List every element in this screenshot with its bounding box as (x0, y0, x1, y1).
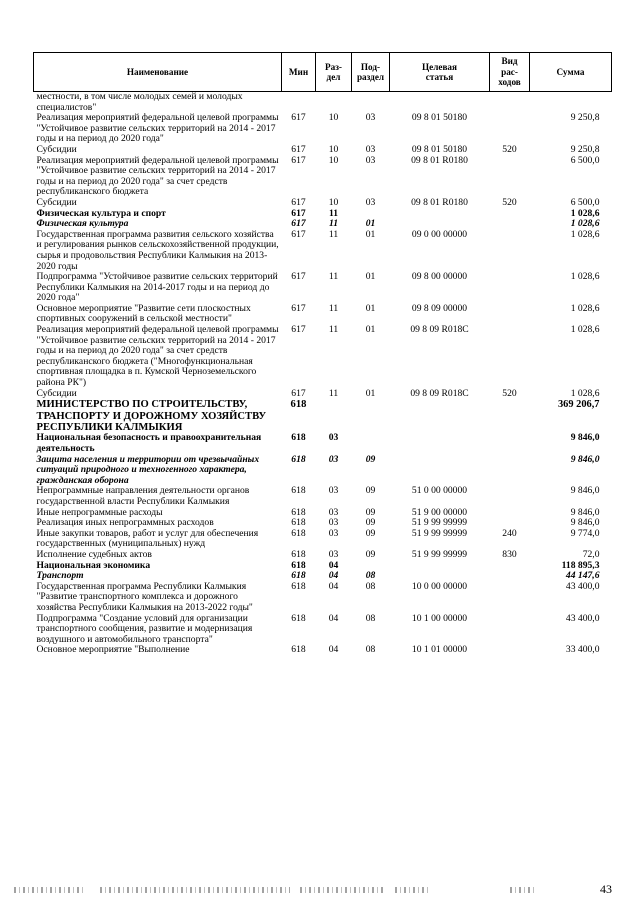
cell-name: Иные закупки товаров, работ и услуг для обеспечения государственных (муниципальных) нужд (36, 527, 259, 550)
header-ministry: Мин (282, 53, 316, 92)
header-subsection: Под- раздел (352, 53, 390, 92)
cell-target-article: 09 8 01 50180 (411, 112, 468, 124)
cell-ministry: 618 (291, 570, 306, 582)
cell-sum: 9 250,8 (570, 143, 600, 155)
cell-name: Субсидии (36, 387, 77, 399)
cell-subsection: 03 (365, 154, 376, 166)
cell-expense-type (490, 156, 530, 198)
cell-target-article (390, 561, 490, 572)
scan-noise (300, 887, 385, 893)
cell-name: Иные непрограммные расходы (36, 506, 163, 518)
table-header (34, 53, 612, 92)
cell-target-article (390, 433, 490, 454)
cell-section: 03 (328, 453, 339, 465)
cell-expense-type (490, 113, 530, 145)
cell-section: 04 (328, 644, 339, 656)
cell-section: 10 (328, 112, 339, 124)
cell-name: Государственная программа развития сельского хозяйства и регулирования рынков сельскохозяйственной продукции, сырья и продовольствия Республики Калмыкия на 2013-2020 годы (36, 228, 279, 272)
cell-name: Национальная экономика (36, 559, 151, 571)
cell-name: местности, в том числе молодых семей и молодых специалистов" (36, 91, 243, 113)
cell-section: 04 (328, 559, 339, 571)
cell-section: 11 (328, 302, 339, 314)
cell-target-article: 51 9 00 00000 (411, 506, 468, 518)
cell-subsection: 08 (365, 580, 376, 592)
cell-ministry: 618 (291, 485, 306, 497)
table-row (34, 113, 612, 145)
cell-ministry: 617 (291, 218, 306, 230)
cell-section: 04 (328, 612, 339, 624)
cell-subsection: 03 (365, 143, 376, 155)
cell-sum: 6 500,0 (570, 154, 600, 166)
cell-subsection: 01 (365, 324, 376, 336)
cell-expense-type (490, 219, 530, 230)
cell-section (316, 399, 352, 433)
cell-section: 11 (328, 228, 339, 240)
scan-noise (510, 887, 536, 893)
cell-name: Подпрограмма "Устойчивое развитие сельских территорий Республики Калмыкия на 2014-2017 годы и на период до 2020 года" (36, 271, 278, 304)
cell-name: Непрограммные направления деятельности органов государственной власти Республики Калмыкия (36, 485, 250, 507)
cell-expense-type (490, 571, 530, 582)
cell-expense-type (490, 272, 530, 304)
table-row (34, 389, 612, 400)
cell-name: Основное мероприятие "Выполнение (36, 644, 190, 656)
cell-name: Основное мероприятие "Развитие сети плоскостных спортивных сооружений в сельской местности" (36, 302, 251, 325)
cell-sum: 1 028,6 (570, 228, 600, 240)
cell-ministry: 617 (291, 324, 306, 336)
cell-ministry: 618 (291, 517, 306, 529)
cell-expense-type (490, 433, 530, 454)
cell-section: 03 (328, 506, 339, 518)
scan-noise (14, 887, 84, 893)
cell-section: 03 (328, 517, 339, 529)
cell-ministry: 617 (291, 112, 306, 124)
cell-sum: 33 400,0 (565, 644, 600, 656)
table-row (34, 156, 612, 198)
table-row (34, 304, 612, 325)
cell-expense-type (490, 399, 530, 433)
cell-section: 10 (328, 143, 339, 155)
cell-expense-type (490, 230, 530, 272)
cell-ministry: 618 (291, 580, 306, 592)
cell-ministry: 618 (291, 453, 306, 465)
cell-name: МИНИСТЕРСТВО ПО СТРОИТЕЛЬСТВУ, ТРАНСПОРТУ И ДОРОЖНОМУ ХОЗЯЙСТВУ РЕСПУБЛИКИ КАЛМЫКИЯ (36, 399, 267, 434)
cell-section: 11 (328, 218, 339, 230)
cell-expense-type (490, 614, 530, 646)
cell-ministry: 618 (291, 548, 306, 560)
table-row (34, 399, 612, 433)
cell-expense-type (490, 486, 530, 507)
cell-name: Реализация мероприятий федеральной целевой программы "Устойчивое развитие сельских территорий на 2014 - 2017 годы и на период до 2020 года" (36, 112, 279, 145)
cell-section: 11 (328, 324, 339, 336)
cell-target-article: 51 9 99 99999 (411, 548, 468, 560)
header-name: Наименование (34, 53, 282, 92)
cell-target-article: 09 8 00 00000 (411, 271, 468, 283)
cell-name: Реализация иных непрограммных расходов (36, 517, 214, 529)
cell-subsection: 01 (365, 387, 376, 399)
cell-ministry: 617 (291, 196, 306, 208)
table-row (34, 582, 612, 614)
cell-sum: 9 250,8 (570, 112, 600, 124)
cell-subsection: 03 (365, 112, 376, 124)
cell-ministry: 618 (291, 506, 306, 518)
cell-sum: 1 028,6 (570, 218, 600, 230)
page-footer (0, 872, 640, 905)
cell-subsection: 08 (365, 612, 376, 624)
cell-expense-type: 240 (502, 527, 517, 539)
scan-noise (395, 887, 431, 893)
cell-subsection (352, 92, 390, 114)
cell-subsection: 09 (365, 527, 376, 539)
cell-ministry: 618 (291, 612, 306, 624)
cell-name: Субсидии (36, 143, 77, 155)
cell-target-article: 51 9 99 99999 (411, 517, 468, 529)
cell-ministry: 617 (291, 154, 306, 166)
cell-subsection: 09 (365, 485, 376, 497)
table-row (34, 325, 612, 389)
cell-expense-type (490, 325, 530, 389)
cell-sum: 1 028,6 (570, 387, 600, 399)
header-target-article: Целевая статья (390, 53, 490, 92)
cell-target-article (390, 399, 490, 433)
table-row (34, 92, 612, 114)
cell-sum: 9 846,0 (570, 485, 600, 497)
scan-noise (100, 887, 290, 893)
cell-target-article: 09 8 09 R018C (410, 324, 469, 336)
table-row (34, 550, 612, 561)
table-row (34, 561, 612, 572)
cell-expense-type: 520 (502, 143, 517, 155)
cell-expense-type (490, 209, 530, 220)
cell-ministry: 617 (291, 143, 306, 155)
cell-target-article: 09 8 01 R0180 (411, 154, 468, 166)
cell-name: Государственная программа Республики Калмыкия "Развитие транспортного комплекса и дорожного хозяйства Республики Калмыкия на 2013-2022 годы" (36, 580, 253, 613)
cell-name: Подпрограмма "Создание условий для организации транспортного сообщения, развитие и модернизация воздушного и автомобильного транспорта" (36, 612, 253, 645)
cell-expense-type (490, 645, 530, 656)
cell-ministry: 617 (291, 228, 306, 240)
cell-target-article: 09 8 01 50180 (411, 143, 468, 155)
cell-section: 03 (328, 432, 339, 444)
table-row (34, 272, 612, 304)
cell-subsection: 08 (365, 570, 376, 582)
table-row (34, 433, 612, 454)
cell-target-article: 10 1 01 00000 (411, 644, 468, 656)
cell-section: 11 (328, 207, 339, 219)
cell-sum: 9 846,0 (570, 453, 600, 465)
cell-expense-type (490, 508, 530, 519)
cell-section: 04 (328, 570, 339, 582)
cell-target-article: 10 1 00 00000 (411, 612, 468, 624)
cell-section: 11 (328, 387, 339, 399)
cell-expense-type (490, 561, 530, 572)
cell-sum: 1 028,6 (570, 302, 600, 314)
cell-ministry: 618 (291, 527, 306, 539)
cell-sum: 44 147,6 (565, 570, 600, 582)
cell-sum: 9 846,0 (570, 517, 600, 529)
cell-ministry: 617 (291, 302, 306, 314)
cell-ministry (282, 92, 316, 114)
cell-expense-type: 520 (502, 196, 517, 208)
cell-section: 03 (328, 485, 339, 497)
cell-sum: 72,0 (582, 548, 600, 560)
cell-target-article: 10 0 00 00000 (411, 580, 468, 592)
cell-sum (530, 92, 612, 114)
cell-subsection (352, 433, 390, 454)
cell-sum: 9 846,0 (570, 432, 600, 444)
cell-sum: 43 400,0 (565, 612, 600, 624)
cell-name: Реализация мероприятий федеральной целевой программы "Устойчивое развитие сельских территорий на 2014 - 2017 годы и на период до 2020 года" за счет средств республиканского бюджета ("Многофункциональная спортивная площадка в п. Кумской Черноземельского района РК") (36, 324, 279, 389)
cell-ministry: 618 (291, 644, 306, 656)
cell-name: Исполнение судебных актов (36, 548, 152, 560)
header-section: Раз- дел (316, 53, 352, 92)
cell-subsection: 09 (365, 453, 376, 465)
cell-name: Физическая культура и спорт (36, 207, 166, 219)
cell-section: 03 (328, 548, 339, 560)
cell-section: 11 (328, 271, 339, 283)
cell-expense-type (490, 582, 530, 614)
cell-section (316, 92, 352, 114)
table-row (34, 529, 612, 550)
cell-sum: 9 774,0 (570, 527, 600, 539)
cell-sum: 9 846,0 (570, 506, 600, 518)
cell-section: 10 (328, 196, 339, 208)
cell-sum: 1 028,6 (570, 324, 600, 336)
cell-section: 10 (328, 154, 339, 166)
cell-subsection (352, 399, 390, 433)
cell-subsection: 01 (365, 271, 376, 283)
table-row (34, 145, 612, 156)
budget-table (33, 52, 612, 656)
cell-ministry: 617 (291, 387, 306, 399)
cell-name: Защита населения и территории от чрезвычайных ситуаций природного и техногенного характера, гражданская оборона (36, 453, 260, 486)
cell-name: Реализация мероприятий федеральной целевой программы "Устойчивое развитие сельских территорий на 2014 - 2017 годы и на период до 2020 года" за счет средств республиканского бюджета (36, 154, 279, 198)
table-row (34, 645, 612, 656)
cell-expense-type (490, 455, 530, 487)
cell-sum: 6 500,0 (570, 196, 600, 208)
table-row (34, 614, 612, 646)
header-expense-type: Вид рас- ходов (490, 53, 530, 92)
budget-page (33, 52, 611, 656)
table-body (34, 92, 612, 656)
cell-target-article: 09 0 00 00000 (411, 228, 468, 240)
cell-subsection: 09 (365, 548, 376, 560)
cell-name: Субсидии (36, 196, 77, 208)
cell-target-article: 09 8 09 00000 (411, 302, 468, 314)
cell-subsection: 09 (365, 506, 376, 518)
cell-target-article: 09 8 09 R018C (410, 387, 469, 399)
cell-name: Транспорт (36, 570, 84, 582)
cell-subsection: 01 (365, 228, 376, 240)
cell-target-article: 51 9 99 99999 (411, 527, 468, 539)
cell-sum: 118 895,3 (561, 559, 600, 571)
header-sum: Сумма (530, 53, 612, 92)
cell-name: Национальная безопасность и правоохранительная деятельность (36, 432, 262, 455)
cell-target-article: 51 0 00 00000 (411, 485, 468, 497)
cell-target-article (390, 455, 490, 487)
cell-expense-type (490, 92, 530, 114)
cell-ministry: 617 (291, 271, 306, 283)
cell-target-article (390, 92, 490, 114)
cell-sum: 1 028,6 (570, 271, 600, 283)
cell-sum: 1 028,6 (570, 207, 600, 219)
cell-expense-type (490, 304, 530, 325)
cell-section: 04 (328, 580, 339, 592)
cell-subsection: 08 (365, 644, 376, 656)
page-number: 43 (600, 882, 612, 896)
cell-name: Физическая культура (36, 218, 129, 230)
table-row (34, 230, 612, 272)
cell-target-article: 09 8 01 R0180 (411, 196, 468, 208)
cell-subsection: 01 (365, 218, 376, 230)
cell-ministry: 617 (291, 207, 306, 219)
table-row (34, 455, 612, 487)
cell-subsection: 03 (365, 196, 376, 208)
cell-section: 03 (328, 527, 339, 539)
table-row (34, 198, 612, 209)
cell-target-article (390, 209, 490, 220)
cell-ministry: 618 (290, 399, 307, 411)
cell-sum: 43 400,0 (565, 580, 600, 592)
table-row (34, 486, 612, 507)
cell-subsection: 01 (365, 302, 376, 314)
cell-subsection: 09 (365, 517, 376, 529)
cell-ministry: 618 (291, 559, 306, 571)
cell-expense-type: 830 (502, 548, 517, 560)
cell-expense-type: 520 (502, 387, 517, 399)
cell-ministry: 618 (291, 432, 306, 444)
cell-sum: 369 206,7 (557, 399, 600, 411)
